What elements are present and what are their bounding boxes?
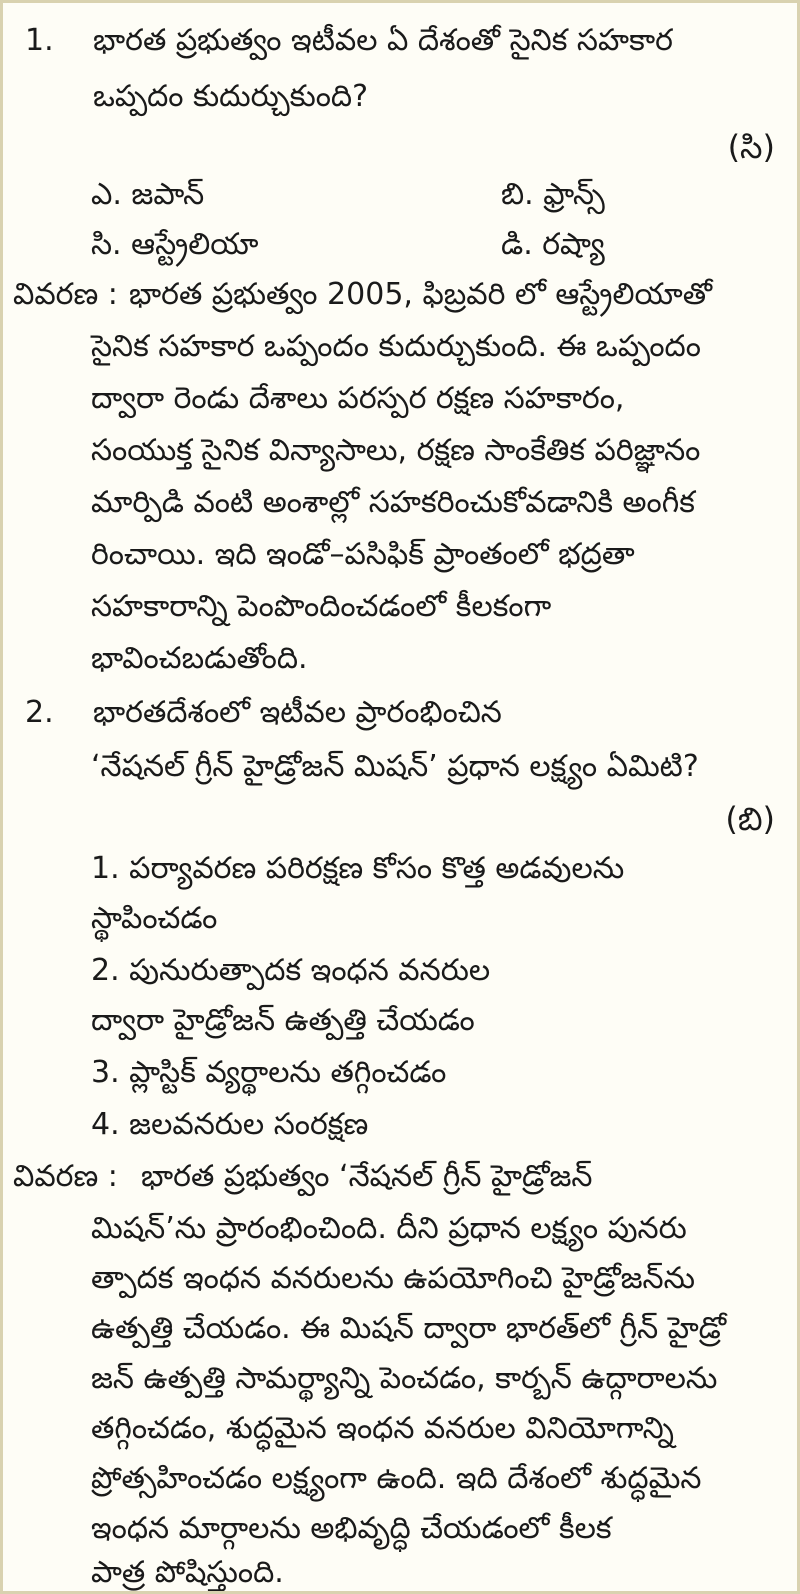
- question-1-explanation-line-5: మార్పిడి వంటి అంశాల్లో సహకరించుకోవడానికి అంగీక: [91, 485, 695, 520]
- question-1-text-line-1: భారత ప్రభుత్వం ఇటీవల ఏ దేశంతో సైనిక సహకార: [93, 23, 673, 58]
- question-1-explanation-line-7: సహకారాన్ని పెంపొందించడంలో కీలకంగా: [91, 589, 552, 624]
- question-1-explanation-line-2: సైనిక సహకార ఒప్పందం కుదుర్చుకుంది. ఈ ఒప్పందం: [91, 329, 701, 364]
- question-1-explanation-line-6: రించాయి. ఇది ఇండో–పసిఫిక్ ప్రాంతంలో భద్రతా: [91, 537, 635, 572]
- question-1-explanation-line-8: భావించబడుతోంది.: [91, 641, 308, 676]
- question-1-option-c: సి. ఆస్ట్రేలియా: [91, 227, 259, 262]
- question-2-option-line-6: 4. జలవనరుల సంరక్షణ: [91, 1107, 369, 1142]
- question-2-option-line-2: స్థాపించడం: [91, 901, 218, 936]
- question-2-text-line-1: భారతదేశంలో ఇటీవల ప్రారంభించిన: [93, 695, 502, 730]
- question-1-option-b: బి. ఫ్రాన్స్: [501, 177, 605, 212]
- question-1-explanation-line-3: ద్వారా రెండు దేశాలు పరస్పర రక్షణ సహకారం,: [91, 381, 625, 416]
- question-2-number: 2.: [25, 695, 54, 730]
- question-2-explanation-line-4: ఉత్పత్తి చేయడం. ఈ మిషన్ ద్వారా భారత్‌లో గ్రీన్ హైడ్రో: [91, 1311, 727, 1346]
- question-1-number: 1.: [25, 23, 54, 58]
- question-2-option-line-5: 3. ప్లాస్టిక్ వ్యర్థాలను తగ్గించడం: [91, 1055, 447, 1090]
- question-1-explanation-line-1: భారత ప్రభుత్వం 2005, ఫిబ్రవరి లో ఆస్ట్రేలియాతో: [129, 277, 712, 312]
- question-1-option-d: డి. రష్యా: [501, 227, 605, 262]
- question-1-answer: (సి): [727, 128, 775, 166]
- question-2-option-line-1: 1. పర్యావరణ పరిరక్షణ కోసం కొత్త అడవులను: [91, 851, 625, 886]
- question-2-explanation-line-2: మిషన్’ను ప్రారంభించింది. దీని ప్రధాన లక్ష్యం పునరు: [91, 1211, 687, 1246]
- question-2-explanation-line-7: ప్రోత్సహించడం లక్ష్యంగా ఉంది. ఇది దేశంలో శుద్ధమైన: [91, 1461, 702, 1496]
- question-1-explanation-label: వివరణ :: [13, 277, 118, 312]
- question-2-explanation-line-6: తగ్గించడం, శుద్ధమైన ఇంధన వనరుల వినియోగాన్ని: [91, 1411, 674, 1446]
- question-1-explanation-line-4: సంయుక్త సైనిక విన్యాసాలు, రక్షణ సాంకేతిక పరిజ్ఞానం: [91, 433, 701, 468]
- question-1-option-a: ఎ. జపాన్: [91, 177, 205, 212]
- question-2-explanation-line-3: త్పాదక ఇంధన వనరులను ఉపయోగించి హైడ్రోజన్‌ను: [91, 1261, 696, 1296]
- question-2-option-line-4: ద్వారా హైడ్రోజన్ ఉత్పత్తి చేయడం: [91, 1003, 475, 1038]
- question-2-explanation-line-1: భారత ప్రభుత్వం ‘నేషనల్ గ్రీన్ హైడ్రోజన్: [141, 1159, 593, 1194]
- question-2-answer: (బి): [725, 800, 775, 838]
- question-2-explanation-line-5: జన్ ఉత్పత్తి సామర్థ్యాన్ని పెంచడం, కార్బన్ ఉద్గారాలను: [91, 1361, 718, 1396]
- question-2-explanation-line-9: పాత్ర పోషిస్తుంది.: [91, 1555, 284, 1590]
- question-2-explanation-label: వివరణ :: [13, 1159, 118, 1194]
- question-1-text-line-2: ఒప్పదం కుదుర్చుకుంది?: [93, 79, 369, 114]
- question-2-explanation-line-8: ఇంధన మార్గాలను అభివృద్ధి చేయడంలో కీలక: [91, 1511, 612, 1546]
- question-2-option-line-3: 2. పునురుత్పాదక ఇంధన వనరుల: [91, 953, 491, 988]
- question-2-text-line-2: ‘నేషనల్ గ్రీన్ హైడ్రోజన్ మిషన్’ ప్రధాన లక్ష్యం ఏమిటి?: [91, 749, 699, 784]
